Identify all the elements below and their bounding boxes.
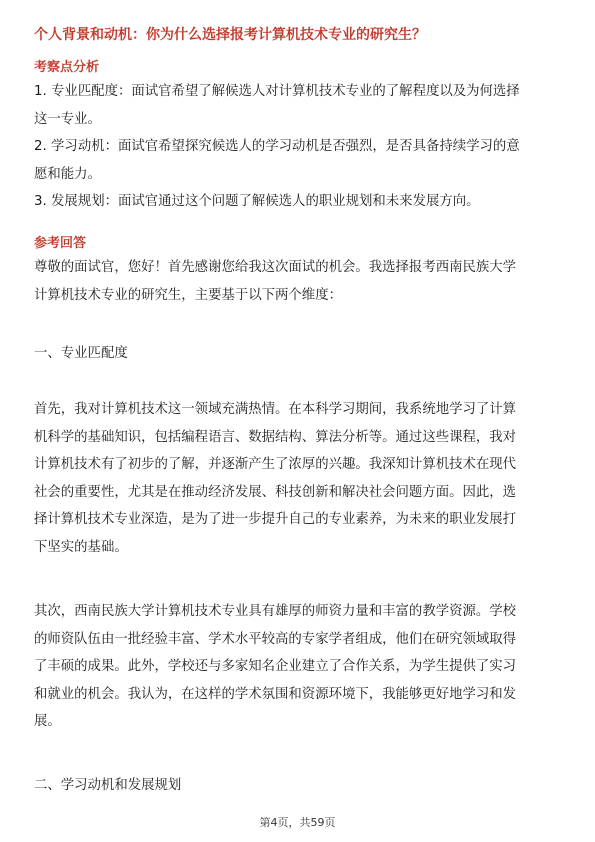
- para2-line-4: 和就业的机会。我认为，在这样的学术氛围和资源环境下，我能够更好地学习和发: [34, 686, 517, 702]
- para1-line-4: 社会的重要性，尤其是在推动经济发展、科技创新和解决社会问题方面。因此，选: [34, 484, 517, 500]
- analysis-item-2-line-1: 2. 学习动机：面试官希望探究候选人的学习动机是否强烈，是否具备持续学习的意: [34, 139, 520, 155]
- answer-heading: 参考回答: [34, 236, 87, 251]
- para2-line-1: 其次，西南民族大学计算机技术专业具有雄厚的师资力量和丰富的教学资源。学校: [34, 604, 517, 619]
- intro-line-2: 计算机技术专业的研究生，主要基于以下两个维度：: [34, 287, 342, 303]
- paragraph-2: [34, 598, 562, 736]
- analysis-item-3-line-1: 3. 发展规划：面试官通过这个问题了解候选人的职业规划和未来发展方向。: [34, 194, 480, 210]
- analysis-list: [34, 78, 562, 216]
- analysis-item-1-line-2: 这一专业。: [34, 111, 101, 127]
- question-title: 个人背景和动机：你为什么选择报考计算机技术专业的研究生？: [34, 27, 426, 43]
- para2-line-3: 了丰硕的成果。此外，学校还与多家知名企业建立了合作关系，为学生提供了实习: [34, 659, 517, 675]
- analysis-item-2-line-2: 愿和能力。: [34, 166, 101, 182]
- section-1-heading: 一、专业匹配度: [34, 346, 128, 361]
- paragraph-1: [34, 396, 562, 562]
- para1-line-3: 计算机技术有了初步的了解，并逐渐产生了浓厚的兴趣。我深知计算机技术在现代: [34, 457, 517, 473]
- para1-line-5: 择计算机技术专业深造，是为了进一步提升自己的专业素养，为未来的职业发展打: [34, 512, 517, 528]
- intro-line-1: 尊敬的面试官，您好！首先感谢您给我这次面试的机会。我选择报考西南民族大学: [34, 260, 517, 275]
- page-number: 第4页，共59页: [259, 816, 336, 829]
- para2-line-2: 的师资队伍由一批经验丰富、学术水平较高的专家学者组成，他们在研究领域取得: [34, 631, 517, 647]
- analysis-item-1-line-1: 1. 专业匹配度：面试官希望了解候选人对计算机技术专业的了解程度以及为何选择: [34, 84, 520, 99]
- para1-line-6: 下坚实的基础。: [34, 539, 128, 555]
- para1-line-2: 机科学的基础知识，包括编程语言、数据结构、算法分析等。通过这些课程，我对: [34, 429, 517, 445]
- section-2-heading: 二、学习动机和发展规划: [34, 778, 182, 793]
- analysis-heading: 考察点分析: [34, 60, 100, 75]
- para1-line-1: 首先，我对计算机技术这一领域充满热情。在本科学习期间，我系统地学习了计算: [34, 402, 517, 417]
- answer-intro: [34, 254, 562, 309]
- para2-line-5: 展。: [34, 714, 61, 730]
